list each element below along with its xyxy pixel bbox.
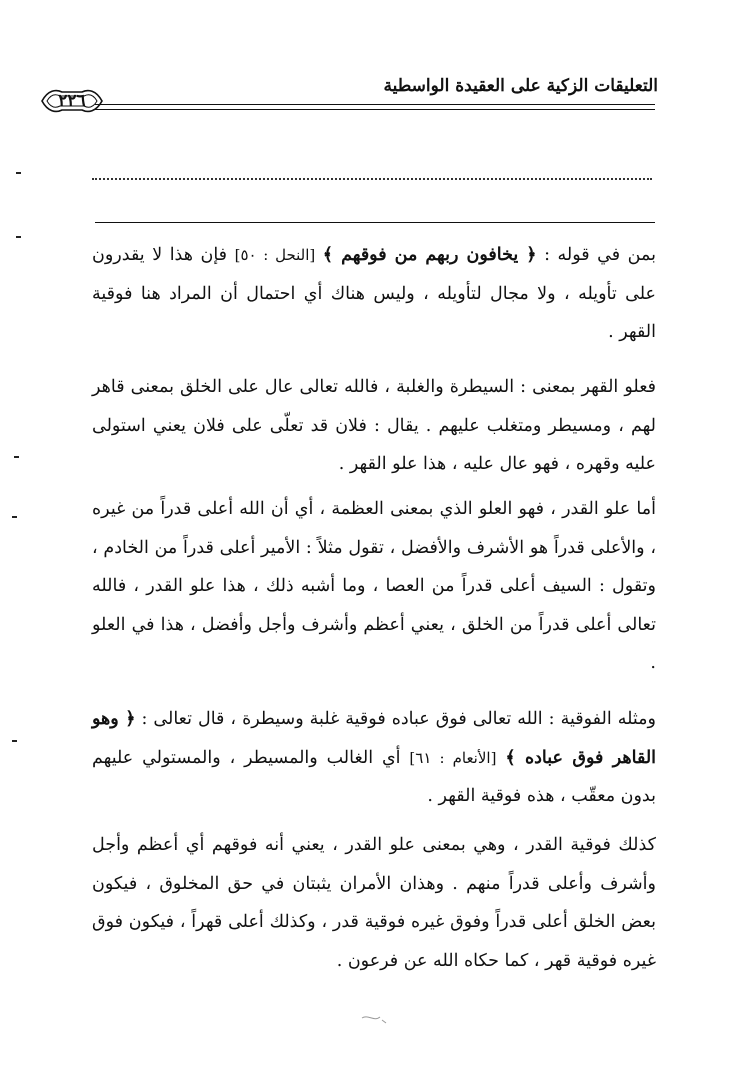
margin-mark [14, 456, 19, 458]
page-number: ٢٢٦ [58, 91, 86, 111]
p1-quran-verse: ﴿ يخافون ربهم من فوقهم ﴾ [322, 245, 537, 265]
p1-rest: فإن هذا لا يقدرون على تأويله ، ولا مجال لتأويله ، وليس هناك أي احتمال أن المراد هنا فوقية القهر . [92, 245, 656, 342]
scan-smudge-icon [360, 1012, 390, 1026]
margin-mark [16, 172, 21, 174]
running-title: التعليقات الزكية على العقيدة الواسطية [383, 76, 658, 96]
header-rule-bottom [95, 109, 655, 110]
header-rule-top [95, 104, 655, 105]
p1-verse-ref: [النحل : ٥٠] [234, 246, 316, 264]
paragraph-4 [92, 700, 656, 816]
p4-verse-ref: [الأنعام : ٦١] [409, 748, 497, 767]
page-number-badge [38, 86, 106, 116]
margin-mark [12, 740, 17, 742]
paragraph-1 [92, 236, 656, 352]
paragraph-5: كذلك فوقية القدر ، وهي بمعنى علو القدر ، يعني أنه فوقهم أي أعظم وأجل وأشرف وأعلى قدراً منهم . وهذان الأمران يثبتان في حق المخلوق ، فيكون بعض الخلق أعلى قدراً وفوق غيره فوقية قدر ، وكذلك أعلى قهراً ، فيكون فوق غيره فوقية قهر ، كما حكاه الله عن فرعون . [92, 835, 656, 971]
margin-mark [16, 236, 21, 238]
paragraph-2: فعلو القهر بمعنى : السيطرة والغلبة ، فالله تعالى عال على الخلق بمعنى قاهر لهم ، ومسيطر ومتغلب عليهم . يقال : فلان قد تعلّى على فلان يعني استولى عليه وقهره ، فهو عال عليه ، هذا علو القهر . [92, 377, 656, 474]
paragraph-3: أما علو القدر ، فهو العلو الذي بمعنى العظمة ، أي أن الله أعلى قدراً من غيره ، والأعلى قدراً هو الأشرف والأفضل ، تقول مثلاً : الأمير أعلى قدراً من الخادم ، وتقول : السيف أعلى قدراً من العصا ، وما أشبه ذلك ، هذا علو القدر ، فالله تعالى أعلى قدراً من الخلق ، يعني أعظم وأشرف وأجل وأفضل ، هذا في العلو . [92, 499, 656, 673]
p4-rest: أي الغالب والمسيطر ، والمستولي عليهم بدون معقّب ، هذه فوقية القهر . [92, 747, 656, 806]
p1-lead: بمن في قوله : [544, 245, 656, 265]
dotted-separator [92, 178, 652, 180]
p4-quran-verse: ﴿ وهو القاهر فوق عباده ﴾ [92, 709, 657, 768]
margin-mark [12, 516, 17, 518]
section-rule [95, 222, 655, 223]
p4-lead: ومثله الفوقية : الله تعالى فوق عباده فوقية غلبة وسيطرة ، قال تعالى : [141, 709, 656, 729]
